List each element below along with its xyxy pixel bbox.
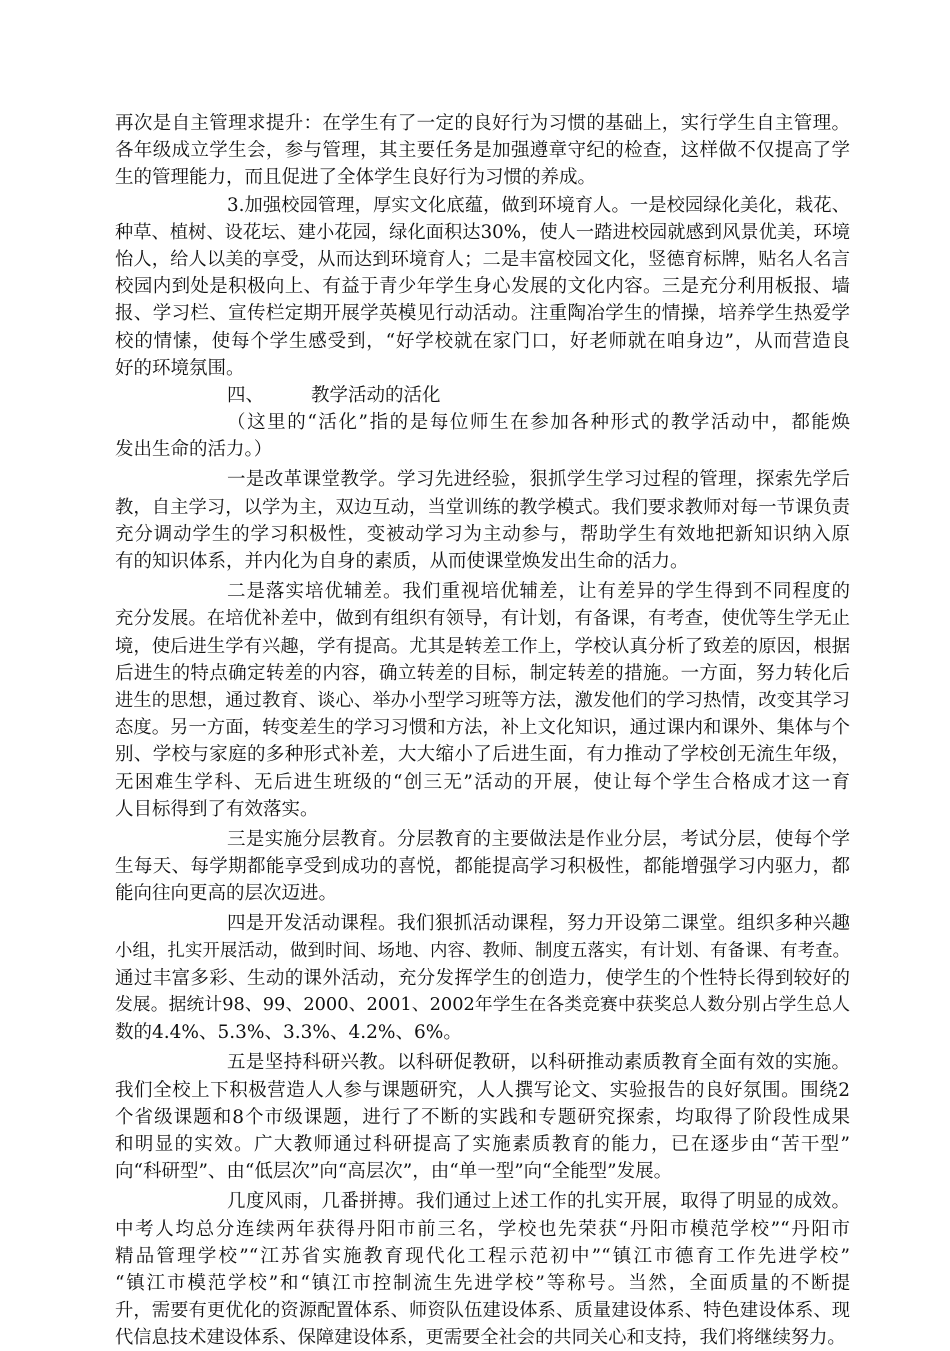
- text-line: 有的知识体系，并内化为自身的素质，从而使课堂焕发出生命的活力。: [115, 551, 689, 572]
- text-line: 个省级课题和8个市级课题，进行了不断的实践和专题研究探索，均取得了阶段性成果: [115, 1106, 850, 1128]
- text-line: 数的4.4%、5.3%、3.3%、4.2%、6%。: [115, 1022, 462, 1044]
- text-line: 教，自主学习，以学为主，双边互动，当堂训练的教学模式。我们要求教师对每一节课负责: [115, 496, 850, 518]
- paragraph-conclusion: [115, 1188, 850, 1351]
- text-line: 升，需要有更优化的资源配置体系、师资队伍建设体系、质量建设体系、特色建设体系、现: [115, 1300, 850, 1322]
- text-line: 种草、植树、设花坛、建小花园，绿化面积达30%，使人一踏进校园就感到风景优美，环境: [115, 221, 850, 243]
- text-line: 能向往向更高的层次迈进。: [115, 883, 338, 905]
- text-line: 四是开发活动课程。我们狠抓活动课程，努力开设第二课堂。组织多种兴趣: [227, 913, 850, 935]
- text-line: 发展。据统计98、99、2000、2001、2002年学生在各类竞赛中获奖总人数分别占学生总人: [115, 995, 850, 1015]
- text-line: 充分调动学生的学习积极性，变被动学习为主动参与，帮助学生有效地把新知识纳入原: [115, 523, 850, 545]
- document-page: [115, 110, 850, 1351]
- text-line: 校园内到处是积极向上、有益于青少年学生身心发展的文化内容。三是充分利用板报、墙: [115, 276, 850, 298]
- text-line: 我们全校上下积极营造人人参与课题研究，人人撰写论文、实验报告的良好氛围。围绕2: [115, 1079, 850, 1101]
- text-line: 二是落实培优辅差。我们重视培优辅差，让有差异的学生得到不同程度的: [227, 581, 850, 603]
- paragraph-research: [115, 1049, 850, 1185]
- text-line: 境，使后进生学有兴趣，学有提高。尤其是转差工作上，学校认真分析了致差的原因，根据: [115, 635, 850, 657]
- text-line: 通过丰富多彩、生动的课外活动，充分发挥学生的创造力，使学生的个性特长得到较好的: [115, 967, 850, 989]
- text-line: 3.加强校园管理，厚实文化底蕴，做到环境育人。一是校园绿化美化，栽花、: [227, 194, 850, 216]
- paragraph-layered-education: [115, 826, 850, 908]
- text-line: 再次是自主管理求提升：在学生有了一定的良好行为习惯的基础上，实行学生自主管理。: [115, 113, 850, 134]
- text-line: 后进生的特点确定转差的内容，确立转差的目标，制定转差的措施。一方面，努力转化后: [115, 662, 850, 684]
- text-line: 几度风雨，几番拼搏。我们通过上述工作的扎实开展，取得了明显的成效。: [227, 1191, 850, 1213]
- paragraph-campus-management: [115, 192, 850, 382]
- text-line: 向“科研型”、由“低层次”向“高层次”，由“单一型”向“全能型”发展。: [115, 1161, 673, 1183]
- text-line: 中考人均总分连续两年获得丹阳市前三名，学校也先荣获“丹阳市模范学校”“丹阳市: [115, 1218, 850, 1240]
- text-line: 发出生命的活力。）: [115, 439, 273, 461]
- section-heading: [115, 382, 850, 409]
- heading-text: 四、 教学活动的活化: [227, 384, 441, 406]
- paragraph-note: [115, 409, 850, 463]
- text-line: 五是坚持科研兴教。以科研促教研，以科研推动素质教育全面有效的实施。: [227, 1052, 850, 1074]
- text-line: 和明显的实效。广大教师通过科研提高了实施素质教育的能力，已在逐步由“苦干型”: [115, 1133, 850, 1155]
- text-line: “镇江市模范学校”和“镇江市控制流生先进学校”等称号。当然，全面质量的不断提: [115, 1272, 850, 1294]
- text-line: 生每天、每学期都能享受到成功的喜悦，都能提高学习积极性，都能增强学习内驱力，都: [115, 856, 850, 878]
- text-line: 充分发展。在培优补差中，做到有组织有领导，有计划，有备课，有考查，使优等生学无止: [115, 608, 850, 630]
- text-line: 小组，扎实开展活动，做到时间、场地、内容、教师、制度五落实，有计划、有备课、有考查。: [115, 940, 850, 961]
- text-line: 一是改革课堂教学。学习先进经验，狠抓学生学习过程的管理，探索先学后: [227, 469, 850, 491]
- text-line: 生的管理能力，而且促进了全体学生良好行为习惯的养成。: [115, 167, 597, 189]
- text-line: 无困难生学科、无后进生班级的“创三无”活动的开展，使让每个学生合格成才这一育: [115, 771, 850, 793]
- paragraph-classroom-reform: [115, 466, 850, 575]
- text-line: 人目标得到了有效落实。: [115, 798, 319, 820]
- paragraph-self-management: [115, 110, 850, 192]
- text-line: 代信息技术建设体系、保障建设体系，更需要全社会的共同关心和支持，我们将继续努力。: [115, 1327, 846, 1349]
- text-line: 态度。另一方面，转变差生的学习习惯和方法，补上文化知识，通过课内和课外、集体与个: [115, 717, 850, 739]
- text-line: 怡人，给人以美的享受，从而达到环境育人；二是丰富校园文化，竖德育标牌，贴名人名言: [115, 248, 850, 270]
- paragraph-tutoring: [115, 578, 850, 823]
- text-line: 好的环境氛围。: [115, 357, 245, 379]
- text-line: 进生的思想，通过教育、谈心、举办小型学习班等方法，激发他们的学习热情，改变其学习: [115, 689, 850, 711]
- text-line: 各年级成立学生会，参与管理，其主要任务是加强遵章守纪的检查，这样做不仅提高了学: [115, 140, 850, 162]
- text-line: （这里的“活化”指的是每位师生在参加各种形式的教学活动中，都能焕: [227, 412, 850, 434]
- text-line: 校的情愫，使每个学生感受到，“好学校就在家门口，好老师就在咱身边”，从而营造良: [115, 330, 850, 352]
- text-line: 别、学校与家庭的多种形式补差，大大缩小了后进生面，有力推动了学校创无流生年级，: [115, 744, 850, 766]
- text-line: 精品管理学校”“江苏省实施教育现代化工程示范初中”“镇江市德育工作先进学校”: [115, 1245, 850, 1267]
- paragraph-activity-courses: [115, 910, 850, 1046]
- text-line: 三是实施分层教育。分层教育的主要做法是作业分层，考试分层，使每个学: [227, 828, 850, 850]
- text-line: 报、学习栏、宣传栏定期开展学英模见行动活动。注重陶冶学生的情操，培养学生热爱学: [115, 303, 850, 325]
